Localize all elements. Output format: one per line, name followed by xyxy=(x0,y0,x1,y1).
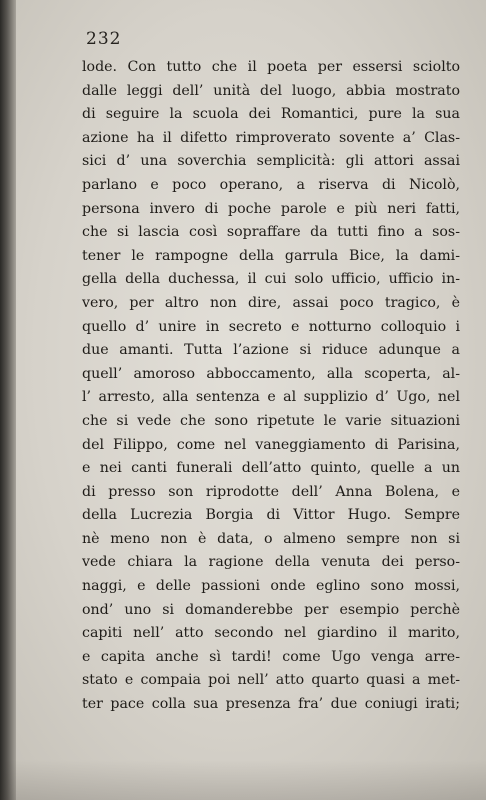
text-line: persona invero di poche parole e più neri fatti, xyxy=(82,200,460,217)
page-bottom-shadow xyxy=(0,760,486,800)
text-line: dalle leggi dell’ unità del luogo, abbia mostrato xyxy=(82,82,460,99)
text-line: l’ arresto, alla sentenza e al supplizio d’ Ugo, nel xyxy=(82,389,460,406)
text-line: vero, per altro non dire, assai poco tragico, è xyxy=(82,294,460,311)
text-line: della Lucrezia Borgia di Vittor Hugo. Sempre xyxy=(82,507,460,524)
text-line: azione ha il difetto rimproverato sovente a’ Clas- xyxy=(82,129,460,146)
text-line: ter pace colla sua presenza fra’ due coniugi irati; xyxy=(82,696,460,713)
text-line: naggi, e delle passioni onde eglino sono mossi, xyxy=(82,578,460,595)
text-line: e capita anche sì tardi! come Ugo venga arre- xyxy=(82,648,460,665)
text-line: capiti nell’ atto secondo nel giardino il marito, xyxy=(82,625,460,642)
text-line: quell’ amoroso abboccamento, alla scoperta, al- xyxy=(82,365,460,382)
book-spine-shadow xyxy=(0,0,16,800)
text-line: vede chiara la ragione della venuta dei perso- xyxy=(82,554,460,571)
text-line: del Filippo, come nel vaneggiamento di Parisina, xyxy=(82,436,460,453)
page-number: 232 xyxy=(86,29,122,49)
text-line: sici d’ una soverchia semplicità: gli attori assai xyxy=(82,153,460,170)
text-line: che si vede che sono ripetute le varie situazioni xyxy=(82,412,460,429)
text-line: due amanti. Tutta l’azione si riduce adunque a xyxy=(82,342,460,359)
text-line: gella della duchessa, il cui solo ufficio, ufficio in- xyxy=(82,271,460,288)
text-line: parlano e poco operano, a riserva di Nicolò, xyxy=(82,176,460,193)
text-line: e nei canti funerali dell’atto quinto, quelle a un xyxy=(82,460,460,477)
text-line: nè meno non è data, o almeno sempre non si xyxy=(82,530,460,547)
text-line: quello d’ unire in secreto e notturno colloquio i xyxy=(82,318,460,335)
text-line: ond’ uno si domanderebbe per esempio perchè xyxy=(82,601,460,618)
text-line: di presso son riprodotte dell’ Anna Bolena, e xyxy=(82,483,460,500)
text-line: di seguire la scuola dei Romantici, pure la sua xyxy=(82,106,460,123)
text-line: lode. Con tutto che il poeta per essersi sciolto xyxy=(82,59,460,75)
text-line: che si lascia così sopraffare da tutti fino a sos- xyxy=(82,224,460,241)
text-line: stato e compaia poi nell’ atto quarto quasi a met- xyxy=(82,672,460,689)
text-line: tener le rampogne della garrula Bice, la dami- xyxy=(82,247,460,264)
body-text xyxy=(82,56,460,717)
